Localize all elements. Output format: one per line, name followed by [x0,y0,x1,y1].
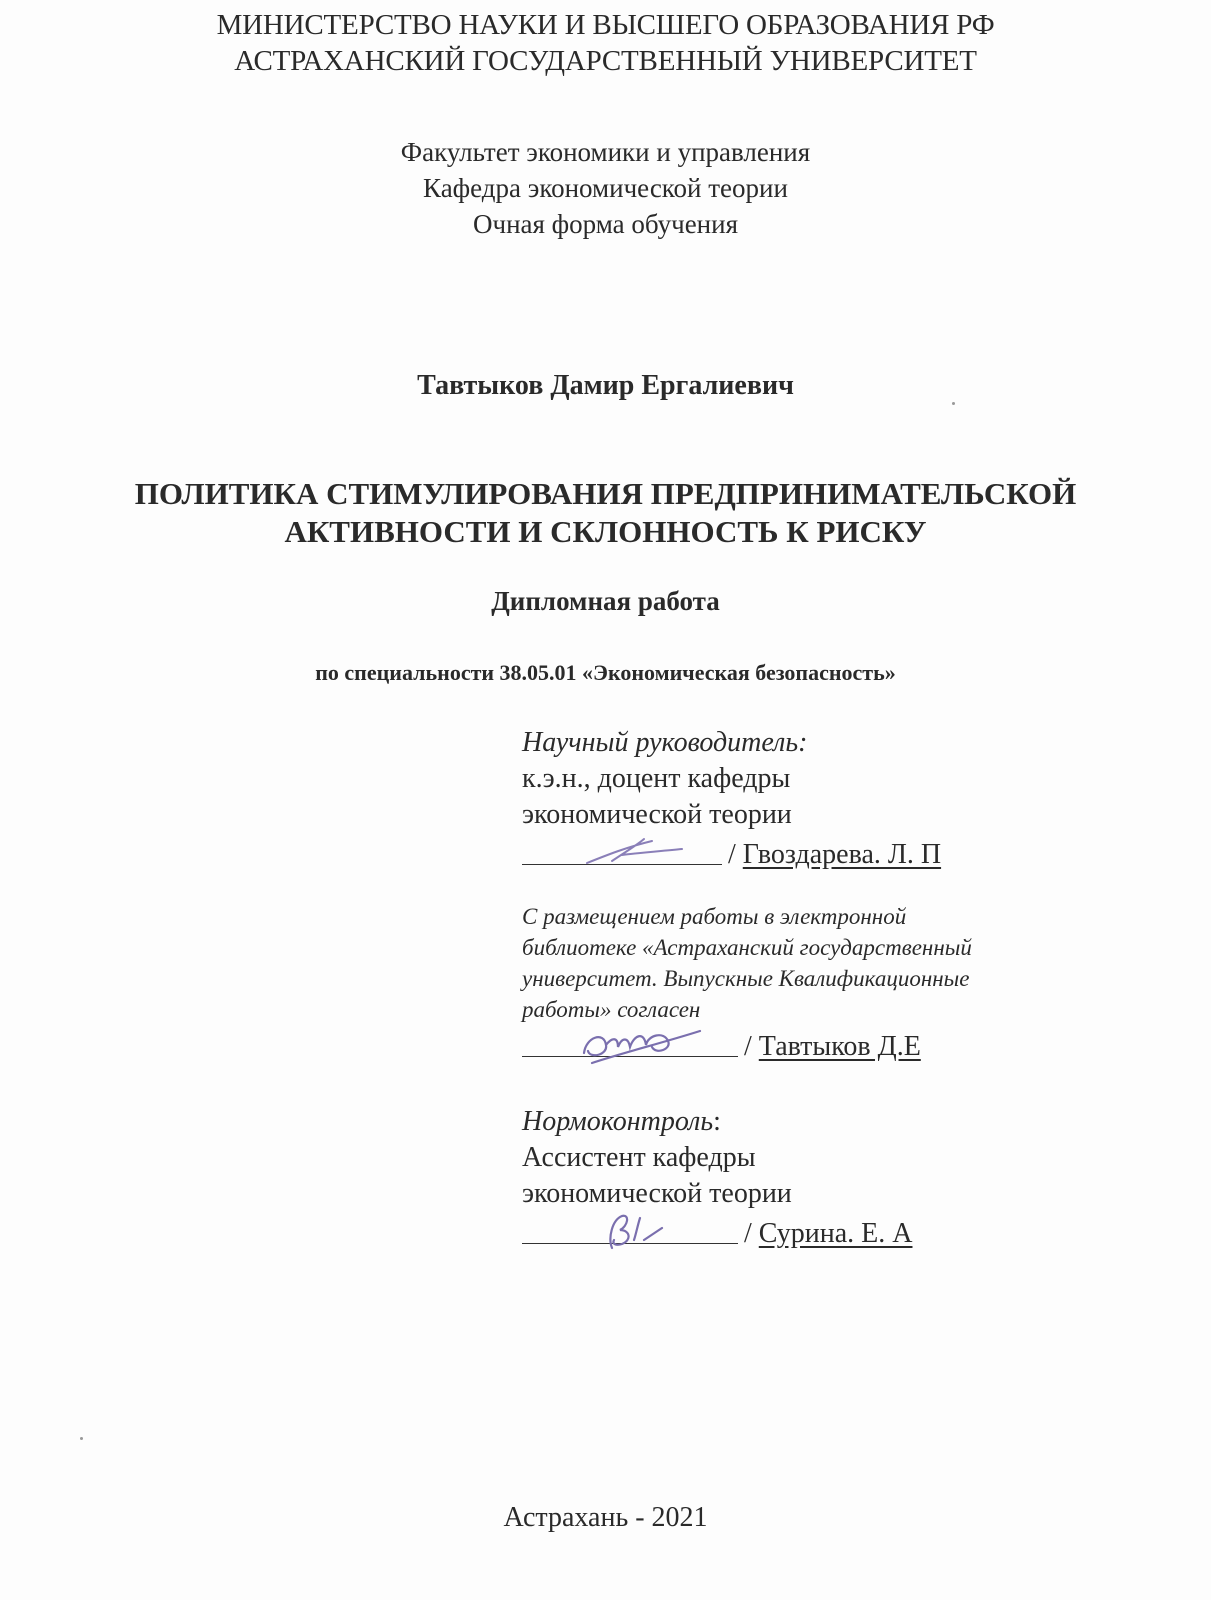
supervisor-position-line-2: экономической теории [522,799,792,830]
supervisor-label: Научный руководитель: [522,727,808,758]
norm-control-block [522,1104,913,1250]
thesis-title-line-2: АКТИВНОСТИ И СКЛОННОСТЬ К РИСКУ [284,514,927,549]
consent-line-4: работы» согласен [522,997,701,1022]
student-separator: / [744,1031,752,1062]
scan-speck [80,1437,83,1440]
norm-control-position-line-1: Ассистент кафедры [522,1142,756,1173]
norm-control-label [522,1104,792,1140]
faculty-line: Факультет экономики и управления [400,137,811,167]
student-short-name: Тавтыков Д.Е [758,1031,921,1062]
supervisor-signature-icon [582,835,692,869]
supervisor-name-group [728,839,941,871]
consent-line-1: С размещением работы в электронной [522,904,907,929]
supervisor-position-line-1: к.э.н., доцент кафедры [522,763,791,794]
student-signature-row [522,1025,972,1063]
supervisor-separator: / [728,839,736,870]
norm-control-label-text: Нормоконтроль [522,1106,714,1137]
norm-control-name-group [744,1218,912,1250]
norm-control-name: Сурина. Е. А [758,1218,913,1249]
student-name: Тавтыков Дамир Ергалиевич [417,370,794,401]
city-year: Астрахань - 2021 [503,1502,708,1533]
supervisor-name: Гвоздарева. Л. П [742,839,942,870]
norm-control-label-colon: : [713,1106,721,1137]
department-line: Кафедра экономической теории [423,173,788,203]
student-signature-icon [572,1023,712,1069]
student-name-group [744,1031,921,1063]
thesis-title-line-1: ПОЛИТИКА СТИМУЛИРОВАНИЯ ПРЕДПРИНИМАТЕЛЬСКОЙ [134,476,1077,511]
consent-line-3: университет. Выпускные Квалификационные [522,966,970,991]
work-type: Дипломная работа [491,586,720,616]
consent-line-2: библиотеке «Астраханский государственный [522,935,972,960]
study-form-line: Очная форма обучения [473,209,738,239]
norm-control-position-line-2: экономической теории [522,1178,792,1209]
university-line: АСТРАХАНСКИЙ ГОСУДАРСТВЕННЫЙ УНИВЕРСИТЕТ [234,45,977,77]
norm-control-separator: / [744,1218,752,1249]
supervisor-signature-row [522,833,942,871]
ministry-line: МИНИСТЕРСТВО НАУКИ И ВЫСШЕГО ОБРАЗОВАНИЯ РФ [216,9,995,41]
consent-block [522,901,972,1063]
specialty-line: по специальности 38.05.01 «Экономическая безопасность» [315,660,896,685]
scan-speck [952,402,955,405]
norm-control-signature-row [522,1212,913,1250]
supervisor-block [522,725,942,871]
norm-control-signature-icon [592,1210,672,1254]
